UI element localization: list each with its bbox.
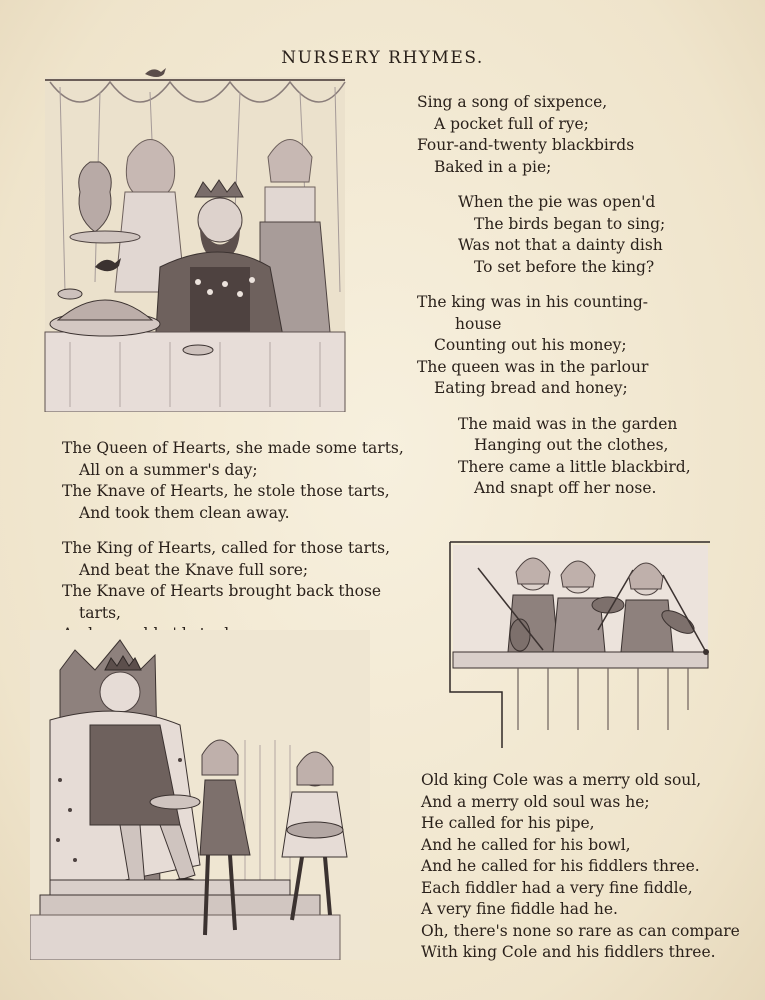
- sixpence-stanza-1: [417, 92, 691, 178]
- poem-line: The birds began to sing;: [474, 214, 666, 233]
- poem-line: And beat the Knave full sore;: [79, 560, 309, 579]
- poem-line: When the pie was open'd: [458, 193, 656, 211]
- poem-line: With king Cole and his fiddlers three.: [421, 943, 716, 961]
- poem-line: Oh, there's none so rare as can compare: [421, 921, 740, 940]
- poem-line: Sing a song of sixpence,: [417, 93, 608, 111]
- poem-line: There came a little blackbird,: [458, 457, 691, 476]
- sixpence-stanza-2: [417, 192, 691, 278]
- poem-line: Hanging out the clothes,: [474, 436, 669, 454]
- poem-line: The maid was in the garden: [458, 414, 678, 433]
- sixpence-stanza-3: [417, 292, 691, 400]
- poem-line: Each fiddler had a very fine fiddle,: [421, 878, 693, 897]
- poem-line: And he called for his fiddlers three.: [421, 857, 700, 875]
- poem-line: To set before the king?: [474, 257, 655, 276]
- page-title: NURSERY RHYMES.: [281, 48, 484, 68]
- poem-line: A very fine fiddle had he.: [421, 900, 618, 918]
- king-cole-throne-illustration: [30, 630, 370, 960]
- poem-line: He called for his pipe,: [421, 814, 595, 832]
- poem-line: Was not that a dainty dish: [458, 236, 663, 254]
- queen-of-hearts-poem: [62, 438, 404, 660]
- poem-line: Counting out his money;: [434, 336, 627, 354]
- king-cole-poem: [421, 770, 740, 964]
- queen-stanza-1: [62, 438, 404, 524]
- poem-line: All on a summer's day;: [79, 460, 258, 479]
- poem-line: And a merry old soul was he;: [421, 792, 650, 811]
- poem-line: The king was in his counting-: [417, 293, 648, 311]
- poem-line: Baked in a pie;: [434, 157, 552, 176]
- sixpence-poem: [417, 92, 691, 514]
- poem-line: The King of Hearts, called for those tarts,: [62, 539, 391, 557]
- poem-line: The Queen of Hearts, she made some tarts,: [62, 439, 404, 457]
- poem-line: And he called for his bowl,: [421, 835, 631, 854]
- king-feast-illustration: [40, 62, 350, 412]
- poem-line: Eating bread and honey;: [434, 379, 628, 397]
- poem-line: house: [455, 314, 502, 333]
- poem-line: And took them clean away.: [79, 503, 290, 522]
- poem-line: The Knave of Hearts, he stole those tarts,: [62, 482, 390, 500]
- three-fiddlers-illustration: [448, 540, 713, 750]
- poem-line: Old king Cole was a merry old soul,: [421, 771, 702, 789]
- poem-line: The Knave of Hearts brought back those: [62, 582, 382, 600]
- poem-line: A pocket full of rye;: [434, 114, 589, 133]
- poem-line: Four-and-twenty blackbirds: [417, 136, 635, 154]
- poem-line: tarts,: [79, 603, 121, 622]
- poem-line: The queen was in the parlour: [417, 357, 649, 376]
- poem-line: And snapt off her nose.: [474, 479, 657, 497]
- sixpence-stanza-4: [417, 414, 691, 500]
